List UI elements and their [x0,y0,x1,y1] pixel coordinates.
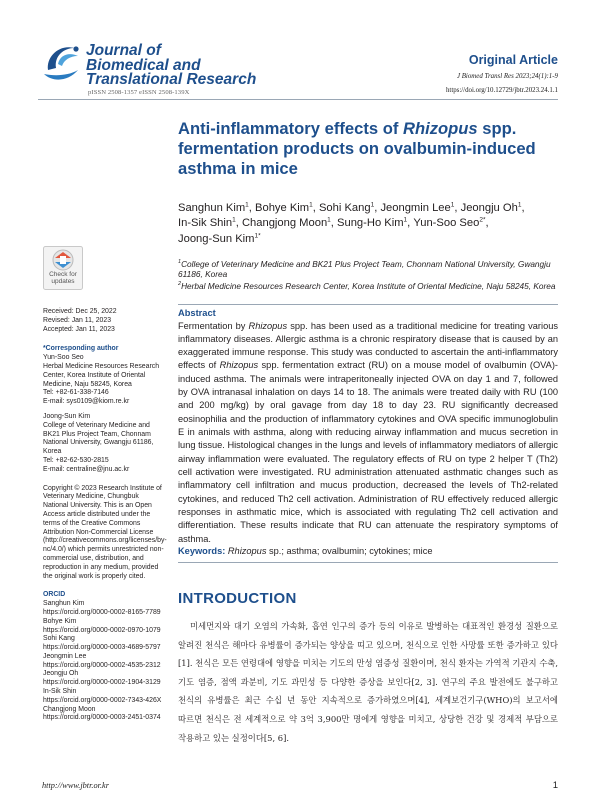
keywords-rest: sp.; asthma; ovalbumin; cytokines; mice [266,546,433,556]
abstract-top-divider [178,304,558,305]
author-name: Yun-Soo Seo [413,217,480,230]
author-sep: , [374,202,381,214]
date-accepted: Accepted: Jan 11, 2023 [43,325,115,333]
orcid-section [43,591,165,723]
doi-link[interactable]: https://doi.org/10.12729/jbtr.2023.24.1.1 [445,87,558,94]
author [255,202,319,214]
abstract-seg: spp. has been used as a traditional medicine for treating various inflammatory diseases. Allergic asthma is a chronic respiratory disease that is caused by an exaggerated immune response. This study was conducted to ascertain the anti-inflammatory effects of [178,320,558,371]
abstract-heading: Abstract [178,308,216,318]
author-name: Jeongmin Lee [380,202,451,214]
author [413,217,488,229]
corresponding-author-1 [43,345,165,407]
author-affil-sup: 1* [254,231,261,239]
journal-name-line2: Biomedical and [86,56,201,74]
affiliations [178,259,562,292]
title-part1: Anti-inflammatory effects of [178,119,403,138]
corr-tel: Tel: +82-61-338-7146 [43,389,109,397]
author-affil-sup: 2* [479,216,486,224]
corr-name: Joong-Sun Kim [43,412,91,420]
orcid-name: Jeongju Oh [43,670,79,678]
issn: pISSN 2508-1357 eISSN 2508-139X [88,89,190,96]
abstract-seg: spp. fermentation extract (RU) on a mouse model of ovalbumin (OVA)-induced asthma. The animals were intraperitoneally injected OVA on day 1 and 7, followed by OVA intranasal inhalation on days 14 to 18. The animals were treated daily with RU (100 and 200 mg/kg) by oral gavage from day 18 to day 23. RU significantly decreased eosinophilia and the production of inflammatory cytokines and OVA specific immunoglobulin E in animals with asthma, along with reducing airway inflammation and mucus secretion in lung tissue. Histological changes in the lungs and levels of inflammatory mediators of allergic airway inflammation were evaluated. The regulatory effects of RU on type 2 helper T (Th2) cell activation were investigated. RU administration attenuated asthmatic changes such as inflammatory cell infiltration and mucus production, decreased the levels of Th2-related cytokines, and reduced Th2 cell activation. Administration of RU effectively reduced allergic responses in asthmatic mice, which is associated with regulating Th2 cell activation and differentiation. These results indicate that RU can attenuate the respiratory symptoms of asthma. [178,360,558,544]
author-list [178,201,558,247]
author-affil-sup: 1 [450,201,455,209]
title-part2: spp. fermentation products on ovalbumin-induced asthma in mice [178,119,536,179]
abstract-seg: Fermentation by [178,320,249,331]
author-sep: , [312,202,319,214]
orcid-name: Sanghun Kim [43,600,85,608]
footer-url[interactable]: http://www.jbtr.or.kr [42,781,109,790]
author-affil-sup: 1 [370,201,375,209]
abstract-seg-italic: Rhizopus [219,360,259,371]
orcid-heading: ORCID [43,591,66,599]
orcid-name: In-Sik Shin [43,688,77,696]
orcid-name: Bohye Kim [43,617,77,625]
abstract-seg-italic: Rhizopus [248,320,288,331]
orcid-link[interactable]: https://orcid.org/0000-0002-1904-3129 [43,679,161,687]
affiliation-sup: 1 [178,259,182,266]
article-title [178,119,558,180]
author [380,202,460,214]
author-sep: , [248,202,256,214]
keywords [178,545,558,557]
journal-logo [38,40,86,86]
crossmark-line2: updates [51,278,75,285]
author-name: In-Sik Shin [178,217,233,230]
orcid-link[interactable]: https://orcid.org/0000-0002-8165-7789 [43,608,161,616]
author-affil-sup: 1 [309,201,313,209]
author-sep: , [485,217,489,230]
author [178,233,261,245]
orcid-link[interactable]: https://orcid.org/0000-0003-4689-5797 [43,644,161,652]
keywords-label: Keywords: [178,546,226,556]
affiliation-2 [178,281,562,291]
corresponding-author-2 [43,413,165,475]
author [319,202,380,214]
citation: J Biomed Transl Res 2023;24(1):1-9 [456,73,558,80]
orcid-name: Changjong Moon [43,705,96,713]
orcid-name: Jeongmin Lee [43,652,87,660]
title-italic: Rhizopus [402,119,478,138]
affiliation-1 [178,259,562,279]
article-dates [43,308,165,334]
author-name: Bohye Kim [255,202,310,214]
author-sep: , [235,217,242,230]
header-divider [38,99,558,100]
article-info-sidebar [43,308,165,729]
orcid-name: Sohi Kang [43,635,75,643]
journal-name-line1: Journal of [86,42,161,59]
author-affil-sup: 1 [517,201,522,209]
author [337,217,413,229]
author [242,217,337,229]
corr-email[interactable]: E-mail: centraline@jnu.ac.kr [43,465,130,473]
author-name: Changjong Moon [241,217,328,230]
crossmark-line1: Check for [49,271,77,278]
journal-name-line3: Translational Research [86,71,257,88]
author-sep: , [407,217,414,230]
corr-email[interactable]: E-mail: sys0109@kiom.re.kr [43,398,130,406]
corresponding-author-heading: *Corresponding author [43,345,119,353]
affiliation-sup: 2 [178,281,182,288]
keyword-italic: Rhizopus [227,546,267,556]
page-number: 1 [552,780,558,791]
copyright-notice: Copyright © 2023 Research Institute of Veterinary Medicine, Chungbuk National University. This is an Open Access article distributed under the terms of the Creative Commons Attribution Non-Commercial License (http://creativecommons.org/licenses/by-nc/4.0/) which permits unrestricted non-commercial use, distribution, and reproduction in any medium, provided the original work is properly cited. [43,484,167,580]
orcid-link[interactable]: https://orcid.org/0000-0002-0970-1079 [43,626,161,634]
journal-name [86,44,256,88]
introduction-heading: INTRODUCTION [178,590,297,607]
author-name: Jeongju Oh [460,202,518,214]
abstract-text [178,320,558,546]
corr-address: College of Veterinary Medicine and BK21 Plus Project Team, Chonnam National University, Gwangju 61186, Korea [43,421,154,456]
corr-address: Herbal Medicine Resources Research Center, Korea Institute of Oriental Medicine, Naju 58245, Korea [43,362,160,388]
author-name: Sung-Ho Kim [337,217,404,230]
date-revised: Revised: Jan 11, 2023 [43,316,112,324]
check-for-updates-label [43,271,83,285]
author-affil-sup: 1 [245,201,249,209]
author [178,217,242,229]
orcid-link[interactable]: https://orcid.org/0000-0002-7343-426X [43,696,162,704]
affiliation-text: College of Veterinary Medicine and BK21 Plus Project Team, Chonnam National University, Gwangju 61186, Korea [178,259,551,280]
date-received: Received: Dec 25, 2022 [43,308,117,315]
author-name: Joong-Sun Kim [178,232,255,245]
author [461,202,525,214]
author-sep: , [521,202,525,214]
orcid-link[interactable]: https://orcid.org/0000-0002-4535-2312 [43,661,161,669]
author-affil-sup: 1 [327,216,331,224]
author-sep: , [454,202,461,214]
orcid-link[interactable]: https://orcid.org/0000-0003-2451-0374 [43,714,161,722]
author [178,202,255,214]
author-affil-sup: 1 [232,216,236,224]
corr-tel: Tel: +82-62-530-2815 [43,456,109,464]
affiliation-text: Herbal Medicine Resources Research Center, Korea Institute of Oriental Medicine, Naju 58245, Korea [181,281,556,292]
author-sep: , [330,217,338,230]
author-affil-sup: 1 [403,216,408,224]
article-type: Original Article [468,53,558,67]
abstract-bottom-divider [178,562,558,563]
introduction-text: 미세먼지와 대기 오염의 가속화, 흡연 인구의 증가 등의 이유로 발병하는 대표적인 환경성 질환으로 알려진 천식은 해마다 유병률이 증가되는 양상을 띠고 있으며, 천식으로 인한 사망률 또한 증가하고 있다[1]. 천식은 모든 연령대에 영향을 미치는 기도의 만성 염증성 질환이며, 천식 환자는 가역적 기관지 수축, 기도 염증, 점액 과분비, 기도 과민성 등 다양한 증상을 보인다[2, 3]. 연구의 주요 발전에도 불구하고 천식의 유병률은 최근 수십 년 동안 지속적으로 증가하였으며[4], 세계보건기구(WHO)의 보고서에 따르면 천식은 전 세계적으로 약 3억 3,900만 명에게 영향을 미치고, 상당한 건강 및 경제적 부담으로 작용하고 있는 실정이다[5, 6]. [178,621,558,743]
author-name: Sanghun Kim [178,202,246,214]
corr-name: Yun-Soo Seo [43,354,84,362]
author-name: Sohi Kang [318,202,371,214]
